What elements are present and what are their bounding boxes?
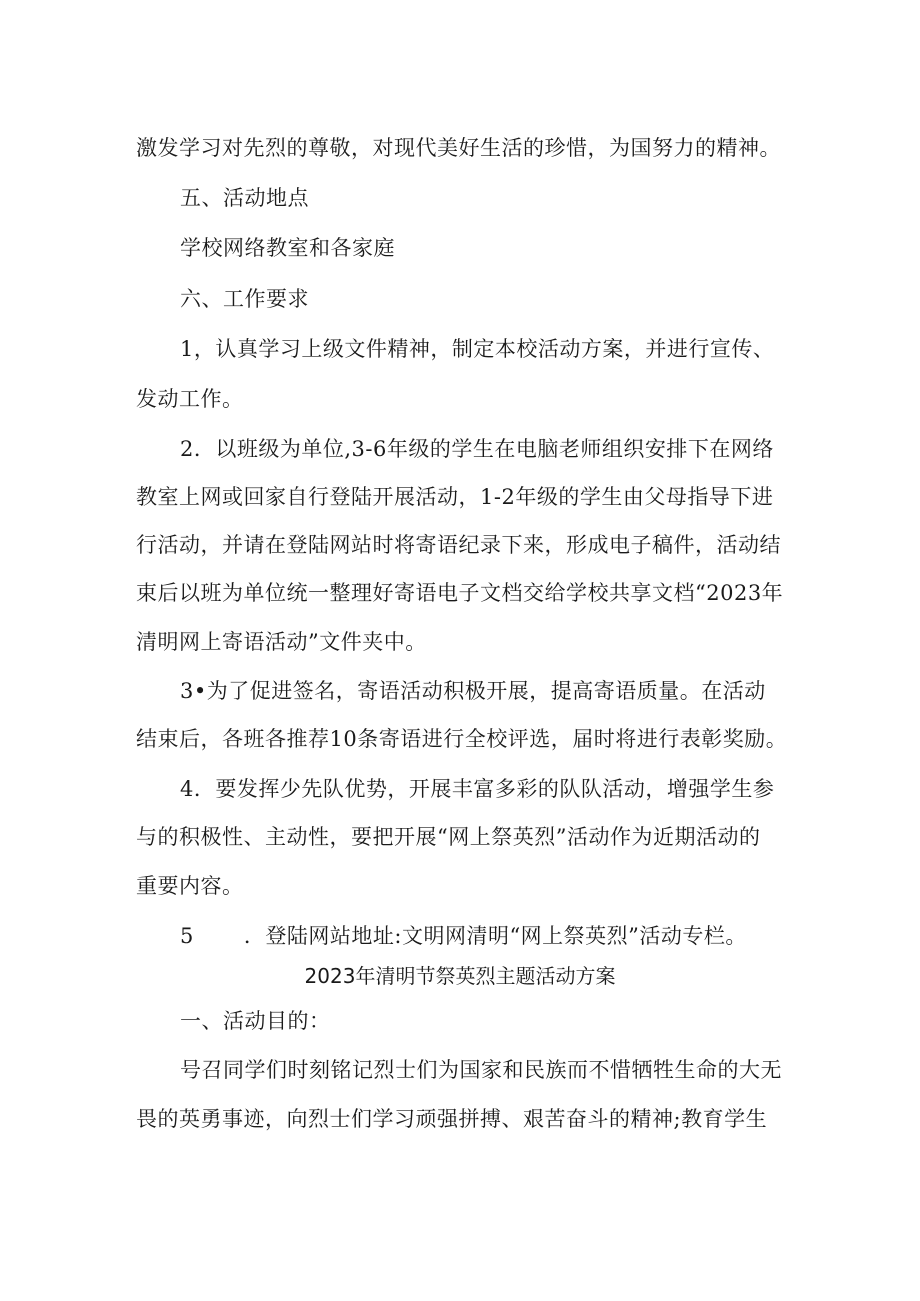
paragraph-line: 激发学习对先烈的尊敬，对现代美好生活的珍惜，为国努力的精神。 — [136, 136, 781, 160]
heading-activity-location: 五、活动地点 — [180, 186, 309, 210]
heading-work-requirements: 六、工作要求 — [180, 287, 309, 311]
paragraph-line: 4．要发挥少先队优势，开展丰富多彩的队队活动，增强学生参 — [180, 777, 775, 801]
paragraph-line: 与的积极性、主动性，要把开展“网上祭英烈”活动作为近期活动的 — [136, 825, 761, 849]
paragraph-line: 行活动，并请在登陆网站时将寄语纪录下来，形成电子稿件，活动结 — [136, 533, 781, 557]
item5-number: 5 — [180, 924, 194, 948]
paragraph-line: 发动工作。 — [136, 387, 244, 411]
paragraph-line: 1，认真学习上级文件精神，制定本校活动方案，并进行宣传、 — [180, 337, 775, 361]
paragraph-line: 清明网上寄语活动”文件夹中。 — [136, 630, 427, 654]
section-title: 2023年清明节祭英烈主题活动方案 — [304, 964, 616, 988]
paragraph-line: 号召同学们时刻铭记烈士们为国家和民族而不惜牺牲生命的大无 — [180, 1058, 782, 1082]
paragraph-line: 畏的英勇事迹，向烈士们学习顽强拼搏、艰苦奋斗的精神;教育学生 — [136, 1107, 768, 1131]
paragraph-line: 教室上网或回家自行登陆开展活动，1-2年级的学生由父母指导下进 — [136, 485, 774, 509]
item5-text: ．登陆网站地址:文明网清明“网上祭英烈”活动专栏。 — [243, 924, 747, 948]
paragraph-line: 2．以班级为单位,3-6年级的学生在电脑老师组织安排下在网络 — [180, 437, 774, 461]
paragraph-line: 学校网络教室和各家庭 — [180, 236, 395, 260]
paragraph-line: 重要内容。 — [136, 874, 244, 898]
paragraph-line: 3•为了促进签名，寄语活动积极开展，提高寄语质量。在活动 — [180, 679, 766, 703]
paragraph-line: 结束后，各班各推荐10条寄语进行全校评选，届时将进行表彰奖励。 — [136, 727, 788, 751]
paragraph-line: 束后以班为单位统一整理好寄语电子文档交给学校共享文档“2023年 — [136, 581, 784, 605]
paragraph-line-item5 — [180, 922, 747, 950]
heading-activity-purpose: 一、活动目的： — [180, 1009, 331, 1033]
